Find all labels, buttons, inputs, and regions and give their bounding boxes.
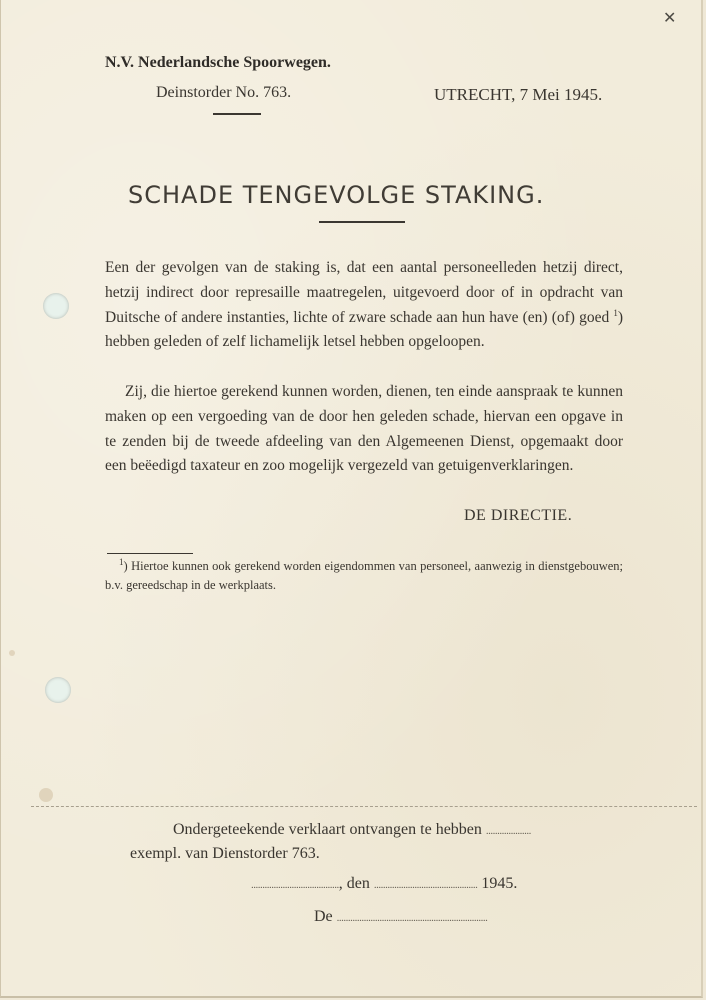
paper-stain [9,650,15,656]
page-title: SCHADE TENGEVOLGE STAKING. [128,181,545,209]
date-blank-field[interactable]: .............................................. [373,879,478,891]
paper-stain [39,788,53,802]
receipt-statement [173,821,531,839]
company-name: N.V. Nederlandsche Spoorwegen. [105,54,331,71]
body-paragraph-2: Zij, die hiertoe gerekend kunnen worden, dienen, ten einde aanspraak te kunnen maken op een vergoeding van de door hen geleden schade, hiervan een opgave in te zenden bij de tweede afdeeling van den Algemeenen Dienst, opgemaakt door een beëedigd taxateur en zoo mogelijk vergezeld van getuigenverklaringen. [105,383,623,475]
footnote-reference: 1 [613,307,618,318]
receipt-statement-text: Ondergeteekende verklaart ontvangen te hebben [173,821,482,838]
receipt-order-ref: exempl. van Dienstorder 763. [130,845,320,862]
order-number: Deinstorder No. 763. [156,84,292,101]
signature-blank-field[interactable]: ................................................................... [336,912,488,924]
corner-mark-icon: ✕ [663,8,677,27]
de-label: De [314,908,333,925]
body-paragraph-1 [105,256,623,355]
place-blank-field[interactable]: ....................................... [251,879,339,891]
footnote-divider [107,553,193,554]
tear-off-line [31,806,697,807]
year-label: 1945. [481,875,518,892]
title-divider [319,221,405,223]
den-label: , den [338,875,370,892]
copies-blank-field[interactable]: .................... [485,825,531,837]
receipt-signature-line [314,908,487,926]
footnote-text: ) Hiertoe kunnen ook gerekend worden eigendommen van personeel, aanwezig in dienstgebouwen; b.v. gereedschap in de werkplaats. [105,559,623,592]
punch-hole-bottom [45,677,71,703]
paragraph-1-text: Een der gevolgen van de staking is, dat een aantal personeelleden hetzij direct, hetzij indirect door represaille maatregelen, uitgevoerd door of in opdracht van Duitsche of andere instanties, lichte of zware schade aan hun have (en) (of) goed [105,259,623,326]
place-date: UTRECHT, 7 Mei 1945. [434,85,603,104]
footnote-marker: 1 [119,556,124,567]
footnote [105,557,623,595]
receipt-date-line [251,875,517,893]
signature: DE DIRECTIE. [464,507,573,524]
punch-hole-top [43,293,69,319]
paragraph-1-text-end: ) hebben geleden of zelf lichamelijk letsel hebben opgeloopen. [105,308,623,351]
header-divider [213,113,261,115]
